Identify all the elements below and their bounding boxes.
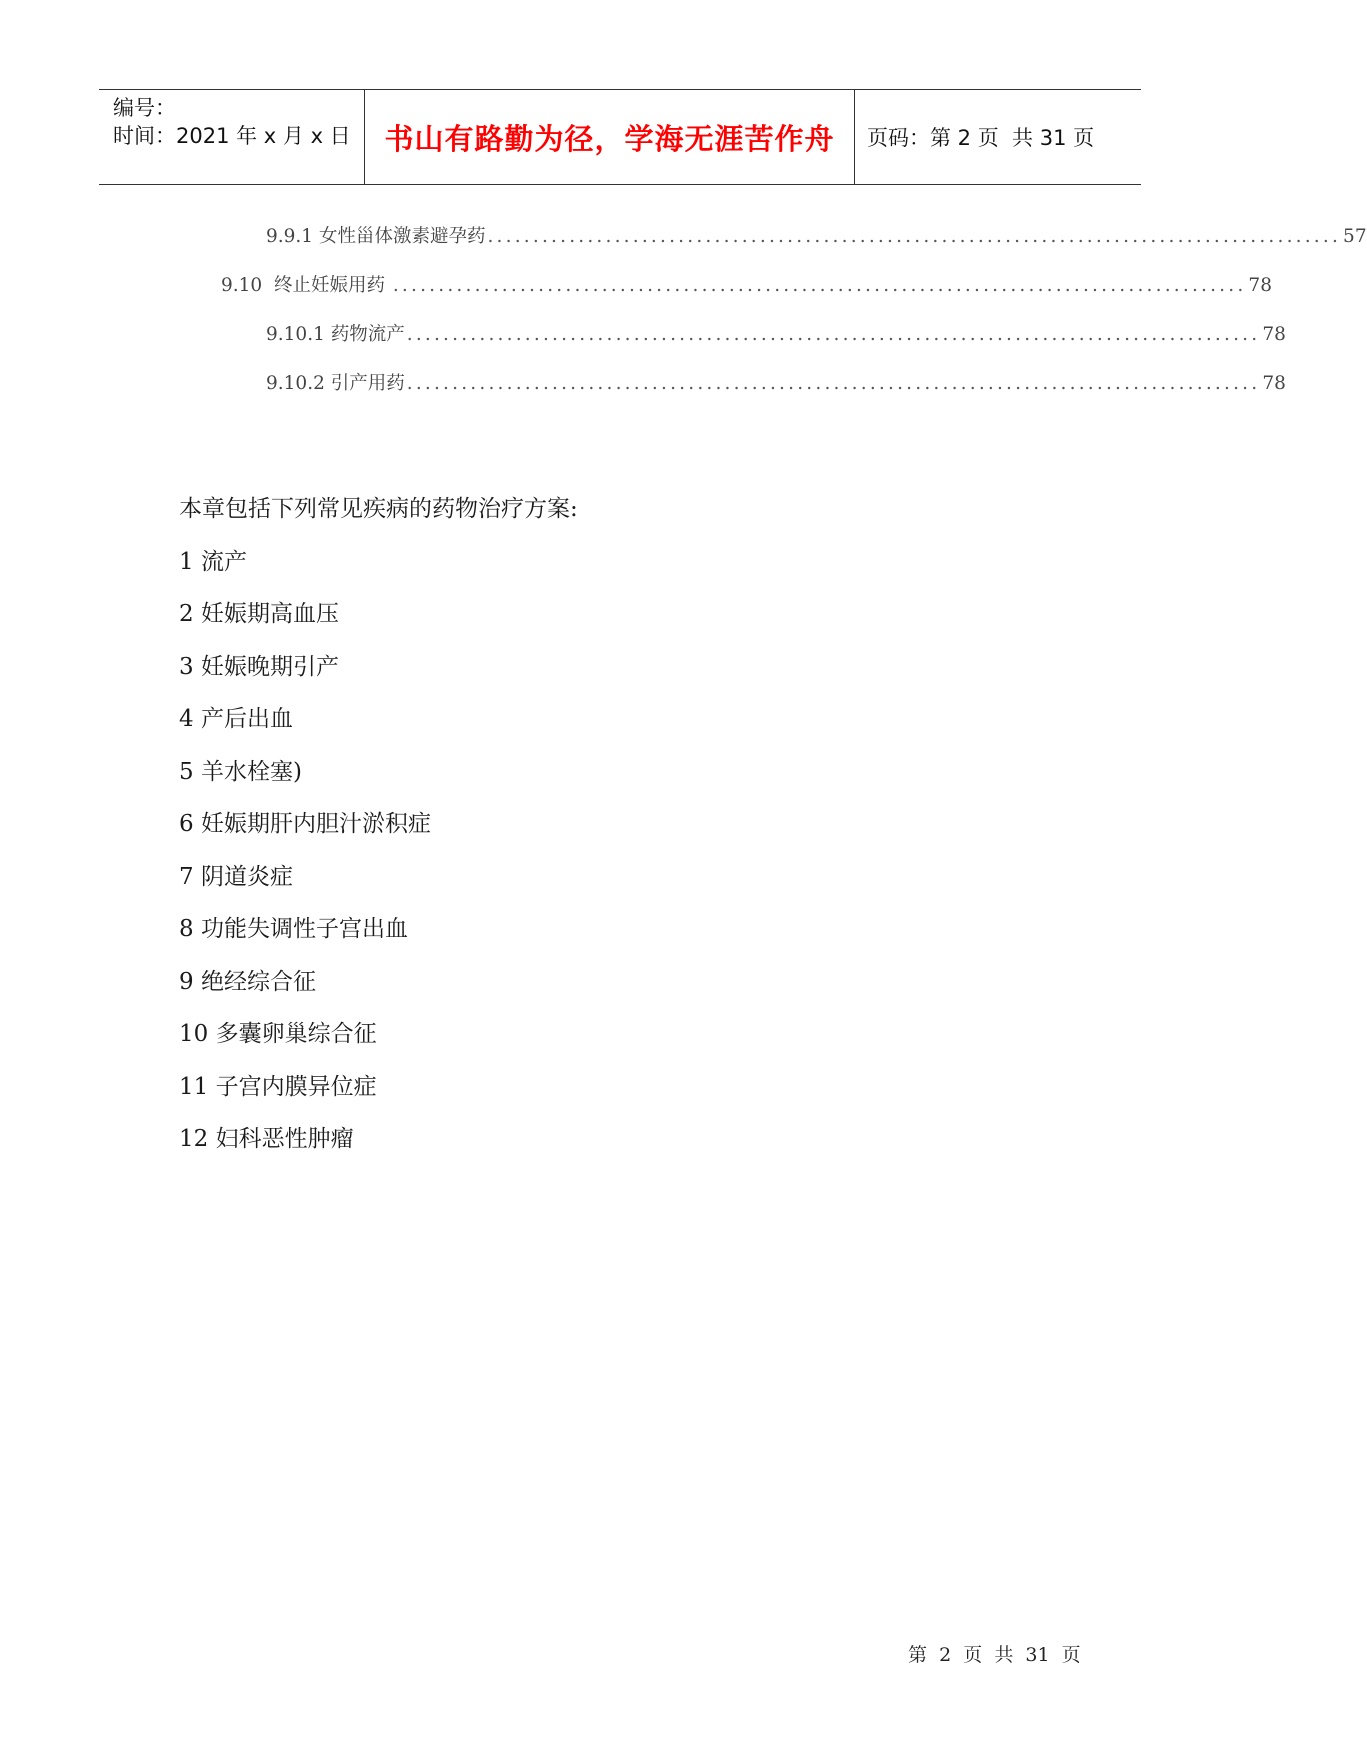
page-footer: 第 2 页 共 31 页 [908, 1644, 1081, 1666]
list-item: 3 妊娠晚期引产 [179, 654, 339, 680]
list-item: 12 妇科恶性肿瘤 [179, 1126, 354, 1152]
document-number-label: 编号： [113, 96, 176, 120]
header-motto: 书山有路勤为径，学海无涯苦作舟 [365, 90, 855, 184]
toc-leader: .............................................................................................. [392, 275, 1247, 296]
toc-entry-label: 9.10 终止妊娠用药 [221, 275, 391, 296]
header-page-info: 页码：第 2 页 共 31 页 [867, 126, 1095, 150]
toc-entry[interactable] [266, 222, 1367, 252]
list-item: 11 子宫内膜异位症 [179, 1074, 377, 1100]
list-item: 10 多囊卵巢综合征 [179, 1021, 377, 1047]
toc-leader: .............................................................................................. [406, 324, 1261, 345]
list-item: 6 妊娠期肝内胆汁淤积症 [179, 811, 431, 837]
list-item: 2 妊娠期高血压 [179, 601, 339, 627]
toc-entry[interactable] [221, 271, 1272, 301]
header-meta [99, 90, 365, 184]
list-item: 1 流产 [179, 549, 247, 575]
toc-entry[interactable] [266, 320, 1286, 350]
toc-entry-page: 57 [1343, 226, 1367, 247]
list-item: 8 功能失调性子宫出血 [179, 916, 408, 942]
toc-entry-label: 9.10.1 药物流产 [266, 324, 405, 345]
list-item: 7 阴道炎症 [179, 864, 293, 890]
toc-entry-page: 78 [1248, 275, 1272, 296]
toc-entry-label: 9.9.1 女性甾体激素避孕药 [266, 226, 486, 247]
toc-entry-page: 78 [1262, 373, 1286, 394]
page-header [99, 89, 1141, 185]
toc-entry-page: 78 [1262, 324, 1286, 345]
toc-entry[interactable] [266, 369, 1286, 399]
toc-leader: .............................................................................................. [487, 226, 1342, 247]
document-date: 时间：2021 年 x 月 x 日 [113, 124, 351, 148]
toc-entry-label: 9.10.2 引产用药 [266, 373, 405, 394]
list-item: 4 产后出血 [179, 706, 293, 732]
toc-leader: .............................................................................................. [406, 373, 1261, 394]
chapter-intro: 本章包括下列常见疾病的药物治疗方案: [179, 496, 578, 522]
list-item: 5 羊水栓塞) [179, 759, 302, 785]
list-item: 9 绝经综合征 [179, 969, 316, 995]
